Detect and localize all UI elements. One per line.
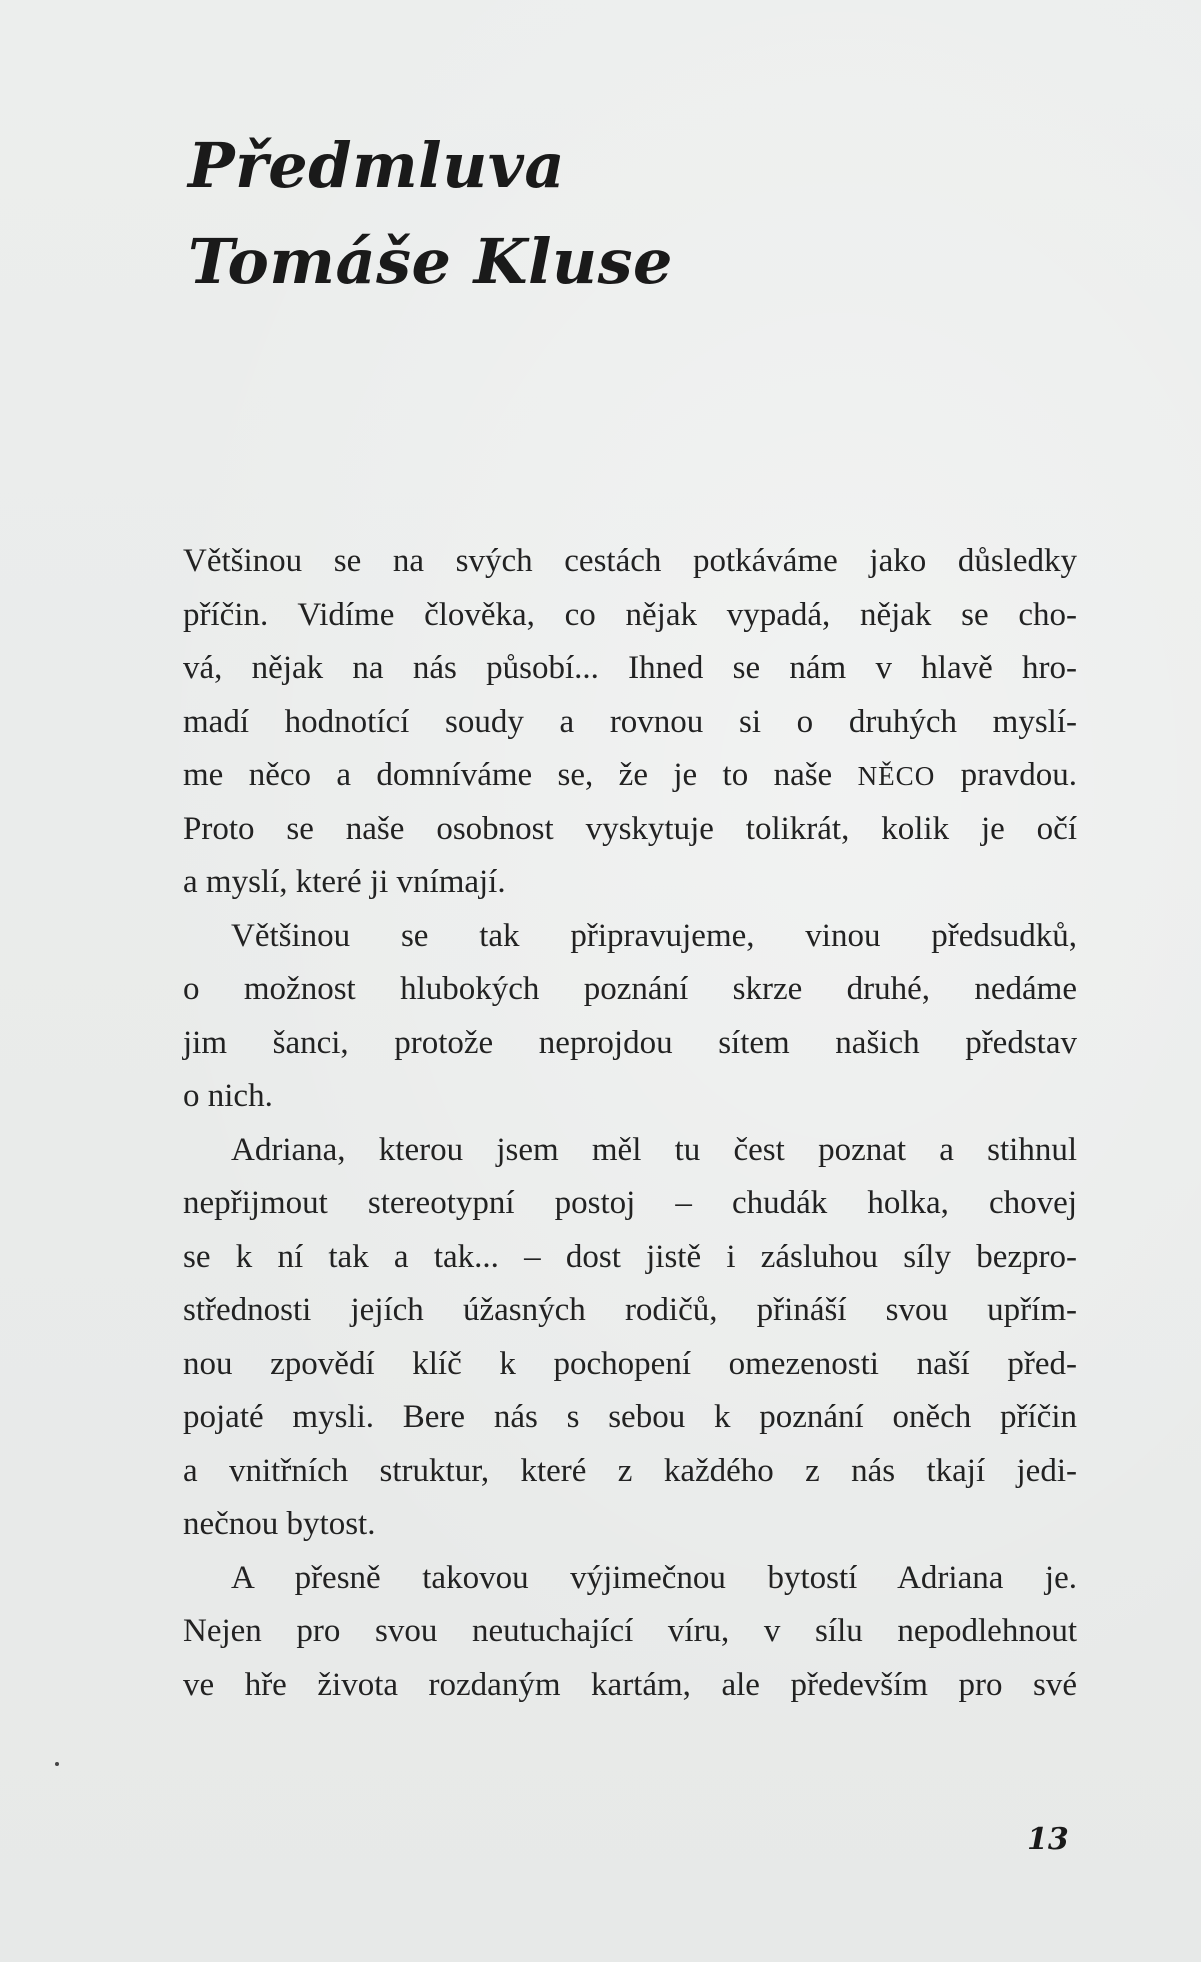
- text-line: Většinou se tak připravujeme, vinou předsudků,: [231, 917, 1077, 954]
- text-line: o nich.: [183, 1078, 273, 1114]
- paragraph-2: [183, 910, 1077, 1124]
- text-line: Nejen pro svou neutuchající víru, v sílu nepodlehnout: [183, 1613, 1077, 1649]
- text-line: příčin. Vidíme člověka, co nějak vypadá, nějak se cho-: [183, 596, 1077, 633]
- paragraph-4: [183, 1552, 1077, 1713]
- text-line: A přesně takovou výjimečnou bytostí Adriana je.: [231, 1559, 1077, 1596]
- chapter-title-line-2: Tomáše Kluse: [188, 225, 673, 298]
- text-line: a vnitřních struktur, které z každého z nás tkají jedi-: [183, 1452, 1077, 1489]
- text-line: o možnost hlubokých poznání skrze druhé, nedáme: [183, 971, 1077, 1007]
- text-line: madí hodnotící soudy a rovnou si o druhých myslí-: [183, 703, 1077, 740]
- paragraph-1: [183, 535, 1077, 910]
- print-speck: [55, 1762, 59, 1766]
- chapter-title-line-1: Předmluva: [188, 129, 566, 202]
- text-line: nepřijmout stereotypní postoj – chudák holka, chovej: [183, 1185, 1077, 1221]
- text-line: pojaté mysli. Bere nás s sebou k poznání oněch příčin: [183, 1399, 1077, 1435]
- small-caps-word: NĚCO: [857, 761, 936, 791]
- chapter-title: [188, 118, 673, 310]
- page-number: 13: [1027, 1822, 1069, 1857]
- text-line: nou zpovědí klíč k pochopení omezenosti naší před-: [183, 1345, 1077, 1382]
- text-line: Většinou se na svých cestách potkáváme jako důsledky: [183, 543, 1077, 579]
- body-text: [183, 535, 1077, 1712]
- text-line: nečnou bytost.: [183, 1506, 376, 1542]
- text-line: ve hře života rozdaným kartám, ale především pro své: [183, 1666, 1077, 1703]
- text-line: me něco a domníváme se, že je to naše NĚCO pravdou.: [183, 757, 1077, 793]
- text-line: vá, nějak na nás působí... Ihned se nám v hlavě hro-: [183, 650, 1077, 686]
- text-line: střednosti jejích úžasných rodičů, přináší svou upřím-: [183, 1292, 1077, 1328]
- text-line: a myslí, které ji vnímají.: [183, 864, 506, 900]
- text-line: Adriana, kterou jsem měl tu čest poznat a stihnul: [231, 1131, 1077, 1168]
- text-line: Proto se naše osobnost vyskytuje tolikrát, kolik je očí: [183, 810, 1077, 847]
- text-line: se k ní tak a tak... – dost jistě i zásluhou síly bezpro-: [183, 1238, 1077, 1275]
- paragraph-3: [183, 1124, 1077, 1552]
- text-line: jim šanci, protože neprojdou sítem našich představ: [183, 1024, 1077, 1061]
